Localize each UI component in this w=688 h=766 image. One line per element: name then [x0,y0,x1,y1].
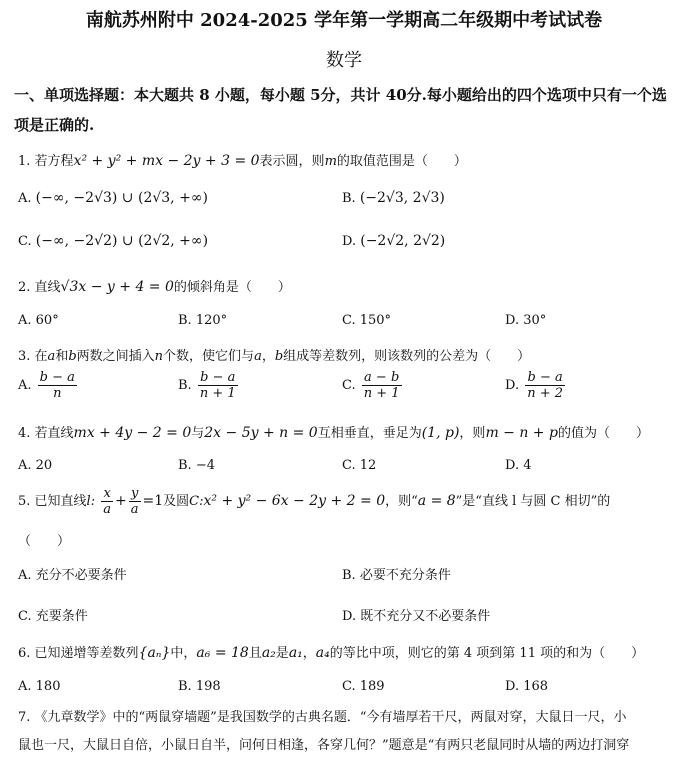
q1-middle: 表示圆，则 [259,154,325,169]
q1-option-c-letter: C. [18,234,32,249]
q5-option-b: B. 必要不充分条件 [342,568,451,583]
q4-equation-1: mx + 4y − 2 = 0 [73,425,192,441]
q3-option-d-letter: D. [505,378,520,393]
q3-var-b-2: b [274,349,284,364]
q6-option-d: D. 168 [505,679,549,694]
q4-option-d: D. 4 [505,458,532,473]
q1-equation: x² + y² + mx − 2y + 3 = 0 [73,153,260,169]
q1-suffix: 的取值范围是（ ） [336,154,467,169]
q5-equals-one: =1 [142,493,164,509]
q1-prefix: 1. 若方程 [18,154,74,169]
q5-blank: （ ） [18,534,71,549]
q7-line-1: 7. 《九章数学》中的“两鼠穿墙题”是我国数学的古典名题．“今有墙厚若干尺，两鼠对穿，大鼠日一尺，小 [18,710,627,725]
q3-option-a-denominator: n [53,386,62,401]
q6-option-c: C. 189 [342,679,385,694]
q1-option-a [18,190,208,206]
q5-circle-label: C: [189,494,204,509]
q3-option-a-numerator: b − a [39,370,75,385]
q5-suffix: ”是“直线 l 与圆 C 相切”的 [455,494,611,509]
q6-prefix: 6. 已知递增等差数列 [18,646,139,661]
q5-fraction-1-denominator: a [103,502,111,517]
q3-var-a-2: a [254,349,262,364]
q1-option-d-letter: D. [342,234,357,249]
q3-option-d-fraction [525,370,565,401]
q4-option-a: A. 20 [18,458,53,473]
question-2 [18,276,291,295]
q3-option-c-denominator: n + 1 [363,386,400,401]
q4-middle-2: 互相垂直，垂足为 [317,426,422,441]
q3-middle: 两数之间插入 [76,349,155,364]
q5-option-c: C. 充要条件 [18,609,88,624]
q2-option-d: D. 30° [505,313,547,328]
q1-variable: m [324,154,337,169]
q3-option-a-fraction [38,370,77,401]
q3-option-b-numerator: b − a [198,370,238,386]
q6-comma: ， [302,646,316,661]
q4-suffix: 的值为（ ） [557,426,649,441]
exam-subject: 数学 [326,50,362,71]
q5-fraction-2-denominator: a [130,502,139,517]
q6-middle: 中， [170,646,197,661]
q3-comma: ， [261,349,275,364]
section-heading: 一、单项选择题：本大题共 8 小题，每小题 5分，共计 40分.每小题给出的四个选项中只有一个选项是正确的. [14,86,667,134]
q1-option-d-value: (−2√2, 2√2) [360,233,446,249]
question-3 [18,345,530,364]
q4-prefix: 4. 若直线 [18,426,74,441]
q1-option-a-letter: A. [18,191,32,206]
question-6 [18,642,644,661]
q6-option-a: A. 180 [18,679,61,694]
q4-option-b: B. −4 [178,458,215,473]
question-1 [18,150,467,169]
question-7 [18,704,670,760]
q4-expression: m − n + p [485,425,558,441]
q3-var-a: a [47,349,56,364]
q5-option-d: D. 既不充分又不必要条件 [342,609,491,624]
q3-option-b [178,370,240,401]
q3-option-c [342,370,404,401]
q5-fraction-2-numerator: y [129,486,141,502]
q3-and: 和 [55,349,69,364]
q1-option-d [342,233,445,249]
q2-option-a: A. 60° [18,313,59,328]
q4-middle: 与 [191,426,205,441]
q2-equation: √3x − y + 4 = 0 [60,279,174,295]
q6-term-a1: a₁ [288,645,303,661]
q3-option-b-fraction [198,370,238,401]
q1-option-b [342,190,445,206]
q5-fraction-1-numerator: x [101,486,113,502]
q3-option-a-letter: A. [18,378,32,393]
q3-option-a [18,370,79,401]
q3-option-c-fraction [362,370,402,401]
q4-middle-3: ，则 [459,426,486,441]
q2-prefix: 2. 直线 [18,280,61,295]
q5-line-label: l: [86,494,96,509]
q1-option-b-value: (−2√3, 2√3) [359,190,445,206]
q3-prefix: 3. 在 [18,349,48,364]
q6-term-a4: a₄ [315,645,330,661]
q5-circle-equation: x² + y² − 6x − 2y + 2 = 0 [203,493,386,509]
q6-option-b: B. 198 [178,679,221,694]
q7-line-2: 鼠也一尺，大鼠日自倍，小鼠日自半，问何日相逢，各穿几何？”题意是“有两只老鼠同时从墙的两边打洞穿 [18,738,630,753]
q6-middle-2: 且 [248,646,262,661]
q5-prefix: 5. 已知直线 [18,494,87,509]
exam-title: 南航苏州附中 2024-2025 学年第一学期高二年级期中考试试卷 [85,10,603,31]
q3-option-c-numerator: a − b [362,370,402,386]
q1-option-b-letter: B. [342,191,356,206]
q3-var-b: b [68,349,77,364]
q4-option-c: C. 12 [342,458,377,473]
q3-option-d-denominator: n + 2 [527,386,564,401]
question-4 [18,422,649,441]
q3-var-n: n [154,349,164,364]
q6-suffix: 的等比中项，则它的第 4 项到第 11 项的和为（ ） [329,646,645,661]
q2-suffix: 的倾斜角是（ ） [173,280,291,295]
q3-suffix: 组成等差数列，则该数列的公差为（ ） [283,349,531,364]
q3-option-d [505,370,567,401]
q1-option-c-value: (−∞, −2√2) ∪ (2√2, +∞) [35,233,209,249]
q5-middle-2: ，则“ [385,494,418,509]
q5-plus: + [115,493,127,509]
q1-option-a-value: (−∞, −2√3) ∪ (2√3, +∞) [35,190,208,206]
question-5 [18,486,610,517]
q3-option-b-letter: B. [178,378,192,393]
q5-fraction-2 [129,486,141,517]
q1-option-c [18,233,208,249]
q3-option-b-denominator: n + 1 [199,386,236,401]
q6-term-a2: a₂ [261,645,276,661]
q3-option-c-letter: C. [342,378,356,393]
q5-condition: a = 8 [417,493,456,509]
q3-option-d-numerator: b − a [525,370,565,386]
q5-middle: 及圆 [163,494,190,509]
q6-sequence: {aₙ} [138,645,171,661]
q4-equation-2: 2x − 5y + n = 0 [204,425,318,441]
q4-point: (1, p) [421,425,460,441]
q6-equation: a₆ = 18 [196,645,249,661]
q3-middle-2: 个数，使它们与 [163,349,255,364]
q2-option-b: B. 120° [178,313,228,328]
q5-option-a: A. 充分不必要条件 [18,568,127,583]
q5-fraction-1 [101,486,113,517]
q2-option-c: C. 150° [342,313,392,328]
q6-middle-3: 是 [275,646,289,661]
